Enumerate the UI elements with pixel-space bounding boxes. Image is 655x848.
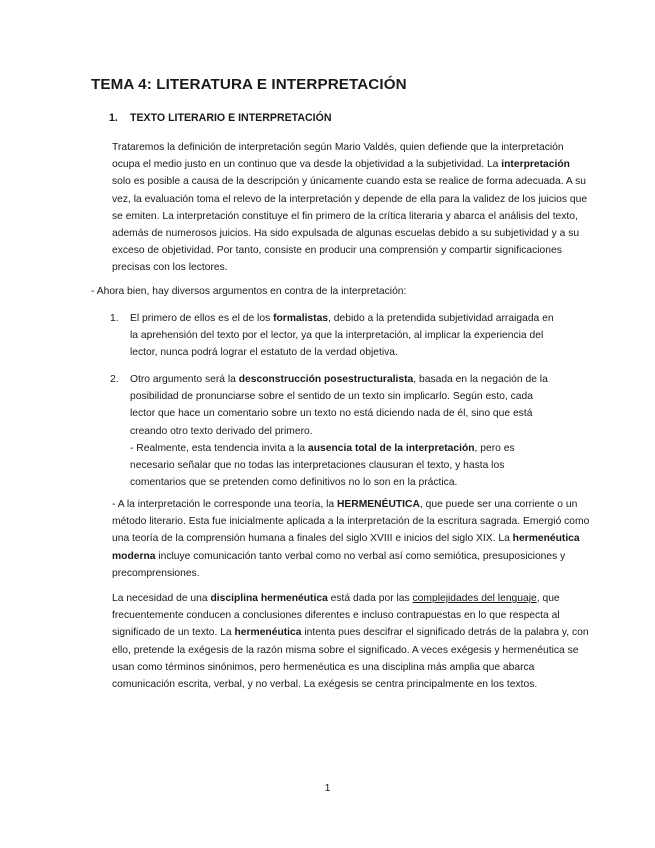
text-run: El primero de ellos es el de los bbox=[130, 313, 274, 324]
text-run: La necesidad de una bbox=[112, 593, 211, 604]
text-run: intenta pues descifrar el significado detrás de la palabra y, con ello, pretende la exégesis de la razón misma sobre el significado. A veces exégesis y hermenéutica se usan como términos sinónimos, pero hermenéutica es una disciplina más amplia que abarca comunicación escrita, verbal, y no verbal. La exégesis se centra principalmente en los textos. bbox=[112, 627, 589, 691]
text-run: - Realmente, esta tendencia invita a la bbox=[130, 442, 309, 454]
list-item-text bbox=[130, 310, 560, 362]
text-run: , pero es necesario señalar que no todas las interpretaciones clausuran el texto, y hasta los comentarios que se pretenden como definitivos no lo son en la práctica. bbox=[130, 442, 515, 489]
bold-term: disciplina hermenéutica bbox=[210, 593, 328, 604]
bold-term: ausencia total de la interpretación bbox=[308, 442, 475, 454]
paragraph-interpretation-definition bbox=[91, 139, 590, 277]
paragraph-arguments-intro: - Ahora bien, hay diversos argumentos en contra de la interpretación: bbox=[91, 286, 407, 297]
bold-term: hermenéutica bbox=[234, 627, 302, 639]
text-run: Otro argumento será la bbox=[130, 374, 239, 385]
bold-term: interpretación bbox=[501, 159, 570, 171]
underlined-term: complejidades del lenguaje bbox=[412, 593, 537, 604]
text-run: , debido a la pretendida subjetividad arraigada en la aprehensión del texto por el lector, ya que la interpretación, al implicar la experiencia del lector, nunca podrá lograr el estatuto de la verdad objetiva. bbox=[130, 313, 554, 359]
text-run: solo es posible a causa de la descripción y únicamente cuando esta se realice de forma adecuada. A su vez, la evaluación toma el relevo de la interpretación y depende de ella para la validez de los juicios que se emiten. La interpretación constituye el fin primero de la crítica literaria y abarca el análisis del texto, además de numerosos juicios. Ha sido expulsada de algunas escuelas debido a su subjetividad y a su exceso de objetividad. Por tanto, consiste en producir una comprensión y compartir significaciones precisas con los lectores. bbox=[112, 176, 588, 274]
section-number: 1. bbox=[109, 112, 118, 124]
bold-term: hermenéutica moderna bbox=[112, 533, 580, 562]
list-number: 1. bbox=[110, 313, 119, 324]
paragraph-disciplina-hermeneutica bbox=[91, 590, 590, 693]
paragraph-hermeneutica bbox=[91, 496, 590, 582]
bold-term: formalistas bbox=[273, 313, 329, 324]
page-number: 1 bbox=[324, 782, 331, 794]
text-run: , que frecuentemente conducen a conclusiones diferentes e incluso contrapuestas en lo que respecta al significado de un texto. La bbox=[112, 593, 560, 639]
bold-term: desconstrucción posestructuralista bbox=[238, 374, 414, 385]
text-run: - A la interpretación le corresponde una teoría, la bbox=[112, 499, 337, 510]
page-title: TEMA 4: LITERATURA E INTERPRETACIÓN bbox=[91, 76, 407, 93]
text-run: Trataremos la definición de interpretación según Mario Valdés, quien defiende que la interpretación ocupa el medio justo en un continuo que va desde la objetividad a la subjetividad. La bbox=[112, 142, 564, 171]
text-run: , basada en la negación de la posibilidad de pronunciarse sobre el sentido de un texto sin implicarlo. Según esto, cada lector que hace un comentario sobre un texto no está diciendo nada de él, sino que está creando otro texto derivado del primero. bbox=[130, 374, 548, 437]
text-run: , que puede ser una corriente o un método literario. Esta fue inicialmente aplicada a la interpretación de la escritura sagrada. Emergió como una teoría de la comprensión humana a finales del siglo XVIII e inicios del siglo XIX. La bbox=[112, 499, 590, 545]
bold-term: HERMENÉUTICA bbox=[336, 499, 420, 510]
section-title: TEXTO LITERARIO E INTERPRETACIÓN bbox=[130, 112, 332, 124]
text-run: está dada por las bbox=[327, 593, 413, 604]
text-run: incluye comunicación tanto verbal como no verbal así como semiótica, presuposiciones y precomprensiones. bbox=[112, 550, 566, 579]
section-heading bbox=[109, 110, 332, 127]
list-item-text bbox=[130, 371, 560, 491]
list-number: 2. bbox=[110, 374, 119, 385]
